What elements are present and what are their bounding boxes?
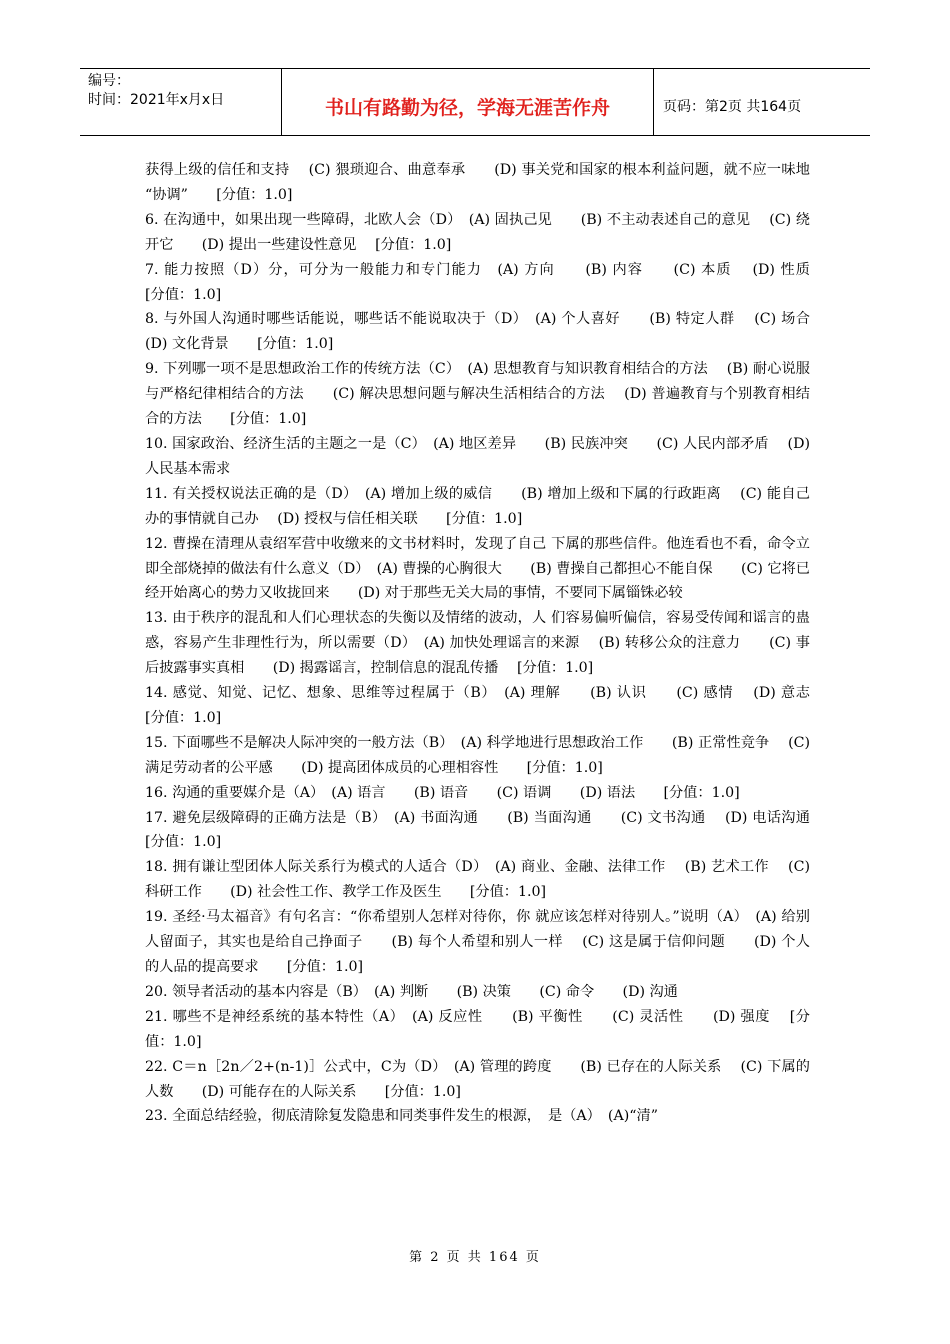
question-item: 7. 能力按照（D）分，可分为一般能力和专门能力 (A) 方向 (B) 内容 (C) 本质 (D) 性质 [分值：1.0] xyxy=(145,261,839,303)
question-item: 22. C＝n［2n／2+(n-1)］公式中，C为（D） (A) 管理的跨度 (B) 已存在的人际关系 (C) 下属的人数 (D) 可能存在的人际关系 [分值：1.0] xyxy=(145,1058,810,1100)
question-item: 10. 国家政治、经济生活的主题之一是（C） (A) 地区差异 (B) 民族冲突 (C) 人民内部矛盾 (D) 人民基本需求 xyxy=(145,435,810,477)
question-item: 23. 全面总结经验，彻底清除复发隐患和同类事件发生的根源， 是（A） (A)“清” xyxy=(145,1108,658,1125)
question-item: 11. 有关授权说法正确的是（D） (A) 增加上级的威信 (B) 增加上级和下属的行政距离 (C) 能自己办的事情就自己办 (D) 授权与信任相关联 [分值：1.0] xyxy=(145,485,810,527)
header-motto: 书山有路勤为径，学海无涯苦作舟 xyxy=(282,69,654,135)
header-meta xyxy=(80,69,282,135)
question-item: 15. 下面哪些不是解决人际冲突的一般方法（B） (A) 科学地进行思想政治工作 (B) 正常性竞争 (C) 满足劳动者的公平感 (D) 提高团体成员的心理相容性 [分值：1.0] xyxy=(145,734,810,776)
question-item: 8. 与外国人沟通时哪些话能说，哪些话不能说取决于（D） (A) 个人喜好 (B) 特定人群 (C) 场合 (D) 文化背景 [分值：1.0] xyxy=(145,311,839,353)
question-item: 6. 在沟通中，如果出现一些障碍，北欧人会（D） (A) 固执己见 (B) 不主动表述自己的意见 (C) 绕开它 (D) 提出一些建设性意见 [分值：1.0] xyxy=(145,211,810,253)
header-page-info: 页码：第2页 共164页 xyxy=(663,99,802,115)
document-number-label: 编号： xyxy=(88,73,130,89)
question-item: 20. 领导者活动的基本内容是（B） (A) 判断 (B) 决策 (C) 命令 (D) 沟通 xyxy=(145,983,678,1000)
question-item: 12. 曹操在清理从袁绍军营中收缴来的文书材料时，发现了自己 下属的那些信件。他连看也不看，命令立即全部烧掉的做法有什么意义（D） (A) 曹操的心胸很大 (B) 曹操自己都担心不能自保 (C) 它将已经开始离心的势力又收拢回来 (D) 对于那些无关大局的事情，不要同下属锱铢必较 xyxy=(145,535,810,602)
question-item: 18. 拥有谦让型团体人际关系行为模式的人适合（D） (A) 商业、金融、法律工作 (B) 艺术工作 (C) 科研工作 (D) 社会性工作、教学工作及医生 [分值：1.0] xyxy=(145,859,810,901)
page-header xyxy=(80,68,870,136)
page-footer: 第 2 页 共 164 页 xyxy=(409,1250,541,1265)
question-item: 19. 圣经·马太福音》有句名言：“你希望别人怎样对待你，你 就应该怎样对待别人。”说明（A） (A) 给别人留面子，其实也是给自己挣面子 (B) 每个人希望和别人一样 (C) 这是属于信仰问题 (D) 个人的人品的提高要求 [分值：1.0] xyxy=(145,909,810,975)
question-item: 13. 由于秩序的混乱和人们心理状态的失衡以及情绪的波动，人 们容易偏听偏信，容易受传闻和谣言的蛊惑，容易产生非理性行为，所以需要（D） (A) 加快处理谣言的来源 (B) 转移公众的注意力 (C) 事后披露事实真相 (D) 揭露谣言，控制信息的混乱传播 [分值：1.0] xyxy=(145,610,810,677)
question-item: 14. 感觉、知觉、记忆、想象、思维等过程属于（B） (A) 理解 (B) 认识 (C) 感情 (D) 意志 [分值：1.0] xyxy=(145,685,839,726)
question-item: 9. 下列哪一项不是思想政治工作的传统方法（C） (A) 思想教育与知识教育相结合的方法 (B) 耐心说服与严格纪律相结合的方法 (C) 解决思想问题与解决生活相结合的方法 (D) 普遍教育与个别教育相结合的方法 [分值：1.0] xyxy=(145,361,810,428)
question-item: 16. 沟通的重要媒介是（A） (A) 语言 (B) 语音 (C) 语调 (D) 语法 [分值：1.0] xyxy=(145,784,740,801)
document-date: 时间：2021年x月x日 xyxy=(88,92,225,108)
question-item: 21. 哪些不是神经系统的基本特性（A） (A) 反应性 (B) 平衡性 (C) 灵活性 (D) 强度 [分值：1.0] xyxy=(145,1008,810,1050)
question-item: 17. 避免层级障碍的正确方法是（B） (A) 书面沟通 (B) 当面沟通 (C) 文书沟通 (D) 电话沟通 [分值：1.0] xyxy=(145,809,839,851)
question-item: 获得上级的信任和支持 (C) 猥琐迎合、曲意奉承 (D) 事关党和国家的根本利益问题，就不应一味地 “协调” [分值：1.0] xyxy=(145,162,810,203)
question-list xyxy=(145,158,839,1129)
